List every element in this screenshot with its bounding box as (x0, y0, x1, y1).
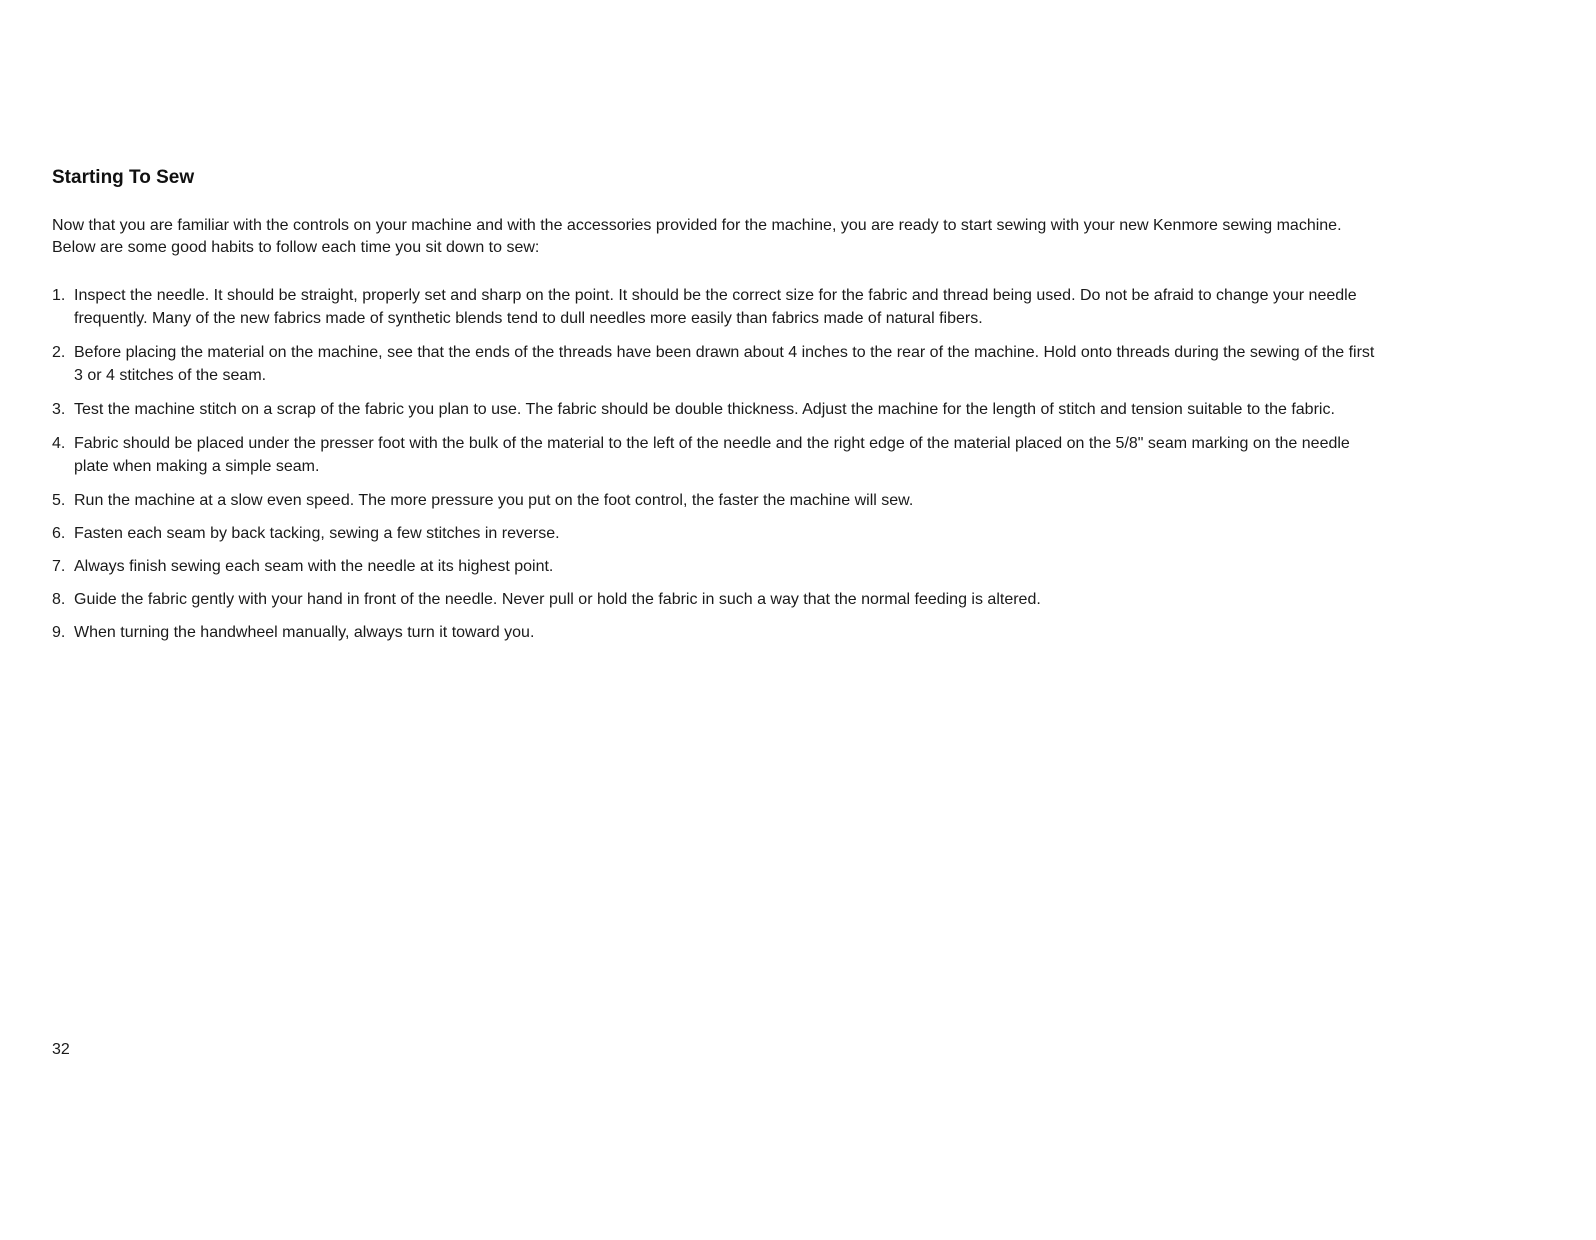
list-item (52, 621, 1382, 644)
list-item (52, 522, 1382, 545)
step-text: When turning the handwheel manually, always turn it toward you. (74, 624, 535, 641)
step-text: Test the machine stitch on a scrap of the fabric you plan to use. The fabric should be double thickness. Adjust the machine for the length of stitch and tension suitable to the fabric. (74, 401, 1335, 418)
list-item (52, 398, 1382, 421)
list-item (52, 341, 1382, 387)
list-item (52, 588, 1382, 611)
step-text: Guide the fabric gently with your hand in front of the needle. Never pull or hold the fabric in such a way that the normal feeding is altered. (74, 591, 1041, 608)
step-text: Fabric should be placed under the presser foot with the bulk of the material to the left of the needle and the right edge of the material placed on the 5/8" seam marking on the needle plate when making a simple seam. (74, 435, 1350, 475)
list-item (52, 555, 1382, 578)
step-text: Before placing the material on the machine, see that the ends of the threads have been drawn about 4 inches to the rear of the machine. Hold onto threads during the sewing of the first 3 or 4 stitches of the seam. (74, 344, 1375, 384)
step-text: Always finish sewing each seam with the needle at its highest point. (74, 558, 554, 575)
page-number: 32 (52, 1041, 70, 1058)
step-text: Fasten each seam by back tacking, sewing a few stitches in reverse. (74, 525, 560, 542)
page-title: Starting To Sew (52, 167, 195, 188)
step-number: 8. (52, 591, 66, 608)
list-item (52, 489, 1382, 512)
step-number: 5. (52, 492, 66, 509)
step-number: 3. (52, 401, 66, 418)
steps-list (52, 284, 1382, 654)
step-number: 1. (52, 287, 66, 304)
step-text: Inspect the needle. It should be straight, properly set and sharp on the point. It should be the correct size for the fabric and thread being used. Do not be afraid to change your needle frequently. Many of the new fabrics made of synthetic blends tend to dull needles more easily than fabrics made of natural fibers. (74, 287, 1357, 327)
intro-paragraph: Now that you are familiar with the controls on your machine and with the accessories provided for the machine, you are ready to start sewing with your new Kenmore sewing machine. Below are some good habits to follow each time you sit down to sew: (52, 217, 1342, 256)
step-number: 9. (52, 624, 66, 641)
list-item (52, 284, 1382, 330)
step-number: 7. (52, 558, 66, 575)
step-number: 4. (52, 435, 66, 452)
step-text: Run the machine at a slow even speed. The more pressure you put on the foot control, the faster the machine will sew. (74, 492, 914, 509)
step-number: 2. (52, 344, 66, 361)
step-number: 6. (52, 525, 66, 542)
list-item (52, 432, 1382, 478)
